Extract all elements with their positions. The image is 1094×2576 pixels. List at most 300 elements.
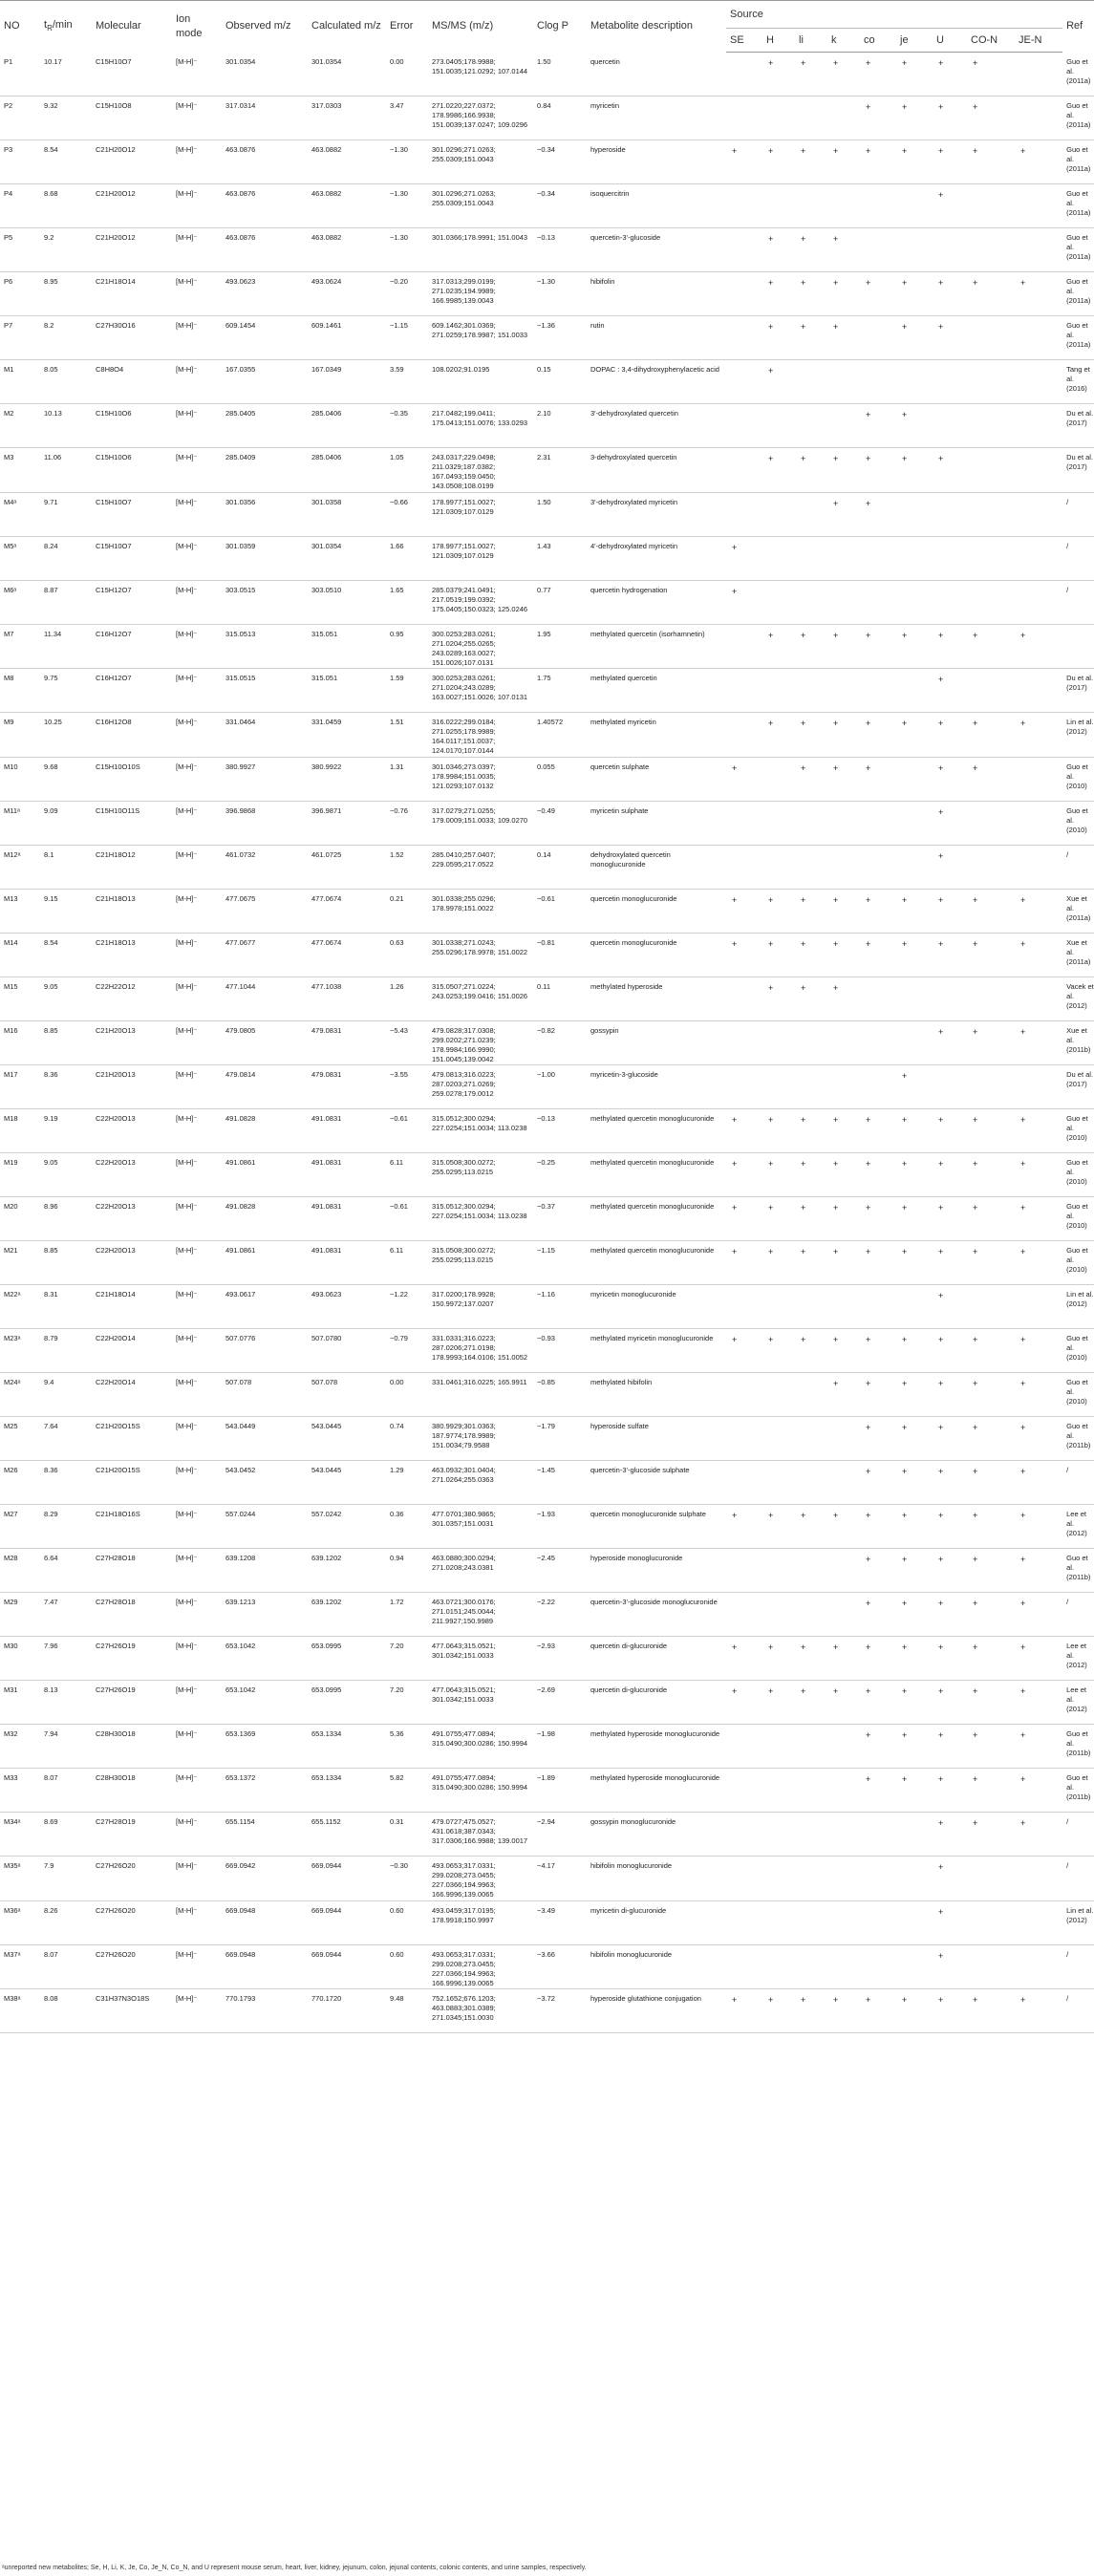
cell-source-mark: [933, 404, 967, 448]
cell-ion-mode: [M-H]⁻: [172, 184, 222, 228]
cell-source-mark: [726, 448, 762, 493]
cell-tr: 8.95: [40, 272, 92, 316]
cell-calculated: 167.0349: [308, 360, 386, 404]
cell-msms: 463.0880;300.0294; 271.0208;243.0381: [428, 1549, 533, 1593]
cell-source-mark: +: [827, 1197, 860, 1241]
cell-source-mark: [1015, 184, 1062, 228]
cell-ref: Du et al. (2017): [1062, 448, 1094, 493]
cell-source-mark: +: [933, 1417, 967, 1461]
table-row: [0, 1857, 1094, 1901]
cell-source-mark: [762, 845, 795, 889]
cell-observed: 301.0359: [222, 536, 308, 580]
cell-metabolite: quercetin hydrogenation: [587, 580, 726, 624]
table-header: [0, 1, 1094, 53]
cell-metabolite: quercetin di-glucuronide: [587, 1637, 726, 1681]
cell-source-mark: [795, 1813, 827, 1857]
cell-source-mark: +: [933, 1285, 967, 1329]
cell-observed: 493.0623: [222, 272, 308, 316]
cell-metabolite: myricetin: [587, 97, 726, 140]
cell-metabolite: isoquercitrin: [587, 184, 726, 228]
cell-source-mark: +: [933, 53, 967, 97]
cell-calculated: 639.1202: [308, 1549, 386, 1593]
cell-source-mark: +: [860, 140, 896, 184]
cell-source-mark: +: [795, 889, 827, 933]
cell-error: 1.51: [386, 713, 428, 758]
cell-source-mark: +: [860, 1725, 896, 1769]
cell-observed: 491.0861: [222, 1241, 308, 1285]
cell-source-mark: [967, 1900, 1015, 1944]
cell-no: M30: [0, 1637, 40, 1681]
cell-molecular: C22H20O13: [92, 1197, 172, 1241]
cell-no: M37ᵃ: [0, 1944, 40, 1989]
cell-source-mark: +: [827, 492, 860, 536]
cell-source-mark: [967, 1285, 1015, 1329]
cell-source-mark: +: [967, 140, 1015, 184]
cell-source-mark: +: [896, 1549, 933, 1593]
source-col-header: k: [827, 29, 860, 53]
cell-tr: 8.2: [40, 316, 92, 360]
cell-tr: 9.15: [40, 889, 92, 933]
cell-source-mark: +: [896, 404, 933, 448]
cell-error: 0.31: [386, 1813, 428, 1857]
cell-error: 0.60: [386, 1944, 428, 1989]
cell-molecular: C28H30O18: [92, 1769, 172, 1813]
cell-metabolite: methylated quercetin monoglucuronide: [587, 1197, 726, 1241]
cell-observed: 493.0617: [222, 1285, 308, 1329]
cell-calculated: 669.0944: [308, 1944, 386, 1989]
cell-source-mark: +: [762, 1109, 795, 1153]
cell-source-mark: [827, 1020, 860, 1065]
source-col-header: H: [762, 29, 795, 53]
cell-source-mark: +: [795, 448, 827, 493]
cell-tr: 8.36: [40, 1461, 92, 1505]
cell-ion-mode: [M-H]⁻: [172, 1813, 222, 1857]
table-row: [0, 1900, 1094, 1944]
cell-clogp: −0.34: [533, 140, 587, 184]
cell-source-mark: +: [896, 53, 933, 97]
cell-metabolite: methylated hyperoside: [587, 977, 726, 1020]
table-row: [0, 1549, 1094, 1593]
cell-error: 6.11: [386, 1241, 428, 1285]
cell-source-mark: [762, 97, 795, 140]
cell-source-mark: [860, 977, 896, 1020]
cell-source-mark: +: [896, 1417, 933, 1461]
cell-ref: Guo et al. (2010): [1062, 1373, 1094, 1417]
cell-tr: 8.08: [40, 1989, 92, 2033]
cell-source-mark: [896, 669, 933, 713]
cell-error: 0.95: [386, 624, 428, 669]
cell-source-mark: +: [933, 669, 967, 713]
cell-msms: 752.1652;676.1203; 463.0883;301.0389; 271.0345;151.0030: [428, 1989, 533, 2033]
table-row: [0, 1989, 1094, 2033]
cell-source-mark: +: [827, 977, 860, 1020]
cell-metabolite: methylated myricetin: [587, 713, 726, 758]
table-row: [0, 1505, 1094, 1549]
cell-metabolite: quercetin-3'-glucoside sulphate: [587, 1461, 726, 1505]
cell-tr: 9.4: [40, 1373, 92, 1417]
cell-source-mark: +: [1015, 1725, 1062, 1769]
cell-source-mark: +: [860, 1329, 896, 1373]
cell-source-mark: [827, 184, 860, 228]
cell-msms: 178.9977;151.0027; 121.0309;107.0129: [428, 492, 533, 536]
cell-source-mark: +: [860, 933, 896, 977]
cell-metabolite: quercetin-3'-glucoside: [587, 228, 726, 272]
cell-metabolite: 3-dehydroxylated quercetin: [587, 448, 726, 493]
cell-source-mark: +: [827, 889, 860, 933]
cell-no: M15: [0, 977, 40, 1020]
cell-ref: Lee et al. (2012): [1062, 1637, 1094, 1681]
cell-ion-mode: [M-H]⁻: [172, 1769, 222, 1813]
cell-source-mark: [1015, 1285, 1062, 1329]
cell-source-mark: [726, 1900, 762, 1944]
cell-ion-mode: [M-H]⁻: [172, 1593, 222, 1637]
cell-molecular: C15H10O6: [92, 404, 172, 448]
table-row: [0, 1197, 1094, 1241]
cell-source-mark: [726, 1285, 762, 1329]
cell-source-mark: [860, 1944, 896, 1989]
table-row: [0, 1109, 1094, 1153]
cell-no: M1: [0, 360, 40, 404]
cell-source-mark: +: [933, 1857, 967, 1901]
cell-tr: 8.85: [40, 1241, 92, 1285]
cell-calculated: 461.0725: [308, 845, 386, 889]
cell-molecular: C21H20O15S: [92, 1461, 172, 1505]
cell-no: M32: [0, 1725, 40, 1769]
cell-molecular: C15H10O7: [92, 53, 172, 97]
cell-source-mark: [1015, 53, 1062, 97]
cell-tr: 7.94: [40, 1725, 92, 1769]
cell-source-mark: +: [726, 580, 762, 624]
cell-tr: 7.64: [40, 1417, 92, 1461]
cell-ion-mode: [M-H]⁻: [172, 1153, 222, 1197]
cell-metabolite: gossypin monoglucuronide: [587, 1813, 726, 1857]
cell-metabolite: quercetin monoglucuronide sulphate: [587, 1505, 726, 1549]
cell-clogp: −0.93: [533, 1329, 587, 1373]
table-row: [0, 1813, 1094, 1857]
cell-clogp: −2.69: [533, 1681, 587, 1725]
cell-source-mark: [827, 1900, 860, 1944]
cell-ref: Guo et al. (2010): [1062, 1241, 1094, 1285]
cell-source-mark: [795, 1020, 827, 1065]
cell-source-mark: +: [827, 1109, 860, 1153]
cell-tr: 9.19: [40, 1109, 92, 1153]
cell-error: −0.76: [386, 801, 428, 845]
cell-source-mark: [896, 1900, 933, 1944]
cell-msms: 491.0755;477.0894; 315.0490;300.0286; 150.9994: [428, 1725, 533, 1769]
cell-molecular: C21H20O12: [92, 228, 172, 272]
cell-error: −3.55: [386, 1065, 428, 1109]
cell-source-mark: +: [967, 1505, 1015, 1549]
cell-clogp: −0.61: [533, 889, 587, 933]
cell-source-mark: [726, 1373, 762, 1417]
table-row: [0, 448, 1094, 493]
cell-molecular: C22H20O13: [92, 1241, 172, 1285]
cell-source-mark: +: [1015, 1461, 1062, 1505]
cell-source-mark: [762, 1857, 795, 1901]
cell-source-mark: +: [726, 1153, 762, 1197]
cell-ref: Guo et al. (2011a): [1062, 228, 1094, 272]
cell-ion-mode: [M-H]⁻: [172, 1944, 222, 1989]
cell-error: 1.29: [386, 1461, 428, 1505]
source-col-header: co: [860, 29, 896, 53]
cell-source-mark: +: [896, 889, 933, 933]
cell-error: 9.48: [386, 1989, 428, 2033]
cell-clogp: 1.95: [533, 624, 587, 669]
cell-source-mark: +: [762, 933, 795, 977]
cell-no: M12ᵃ: [0, 845, 40, 889]
cell-source-mark: +: [967, 1020, 1015, 1065]
cell-error: −0.20: [386, 272, 428, 316]
cell-tr: 9.32: [40, 97, 92, 140]
cell-ref: Guo et al. (2011b): [1062, 1549, 1094, 1593]
cell-no: M10: [0, 757, 40, 801]
cell-source-mark: [762, 1417, 795, 1461]
cell-source-mark: +: [933, 1725, 967, 1769]
cell-error: 6.11: [386, 1153, 428, 1197]
cell-source-mark: +: [860, 624, 896, 669]
cell-source-mark: [795, 536, 827, 580]
cell-source-mark: +: [1015, 933, 1062, 977]
cell-source-mark: +: [726, 1197, 762, 1241]
cell-ref: Xue et al. (2011b): [1062, 1020, 1094, 1065]
cell-ion-mode: [M-H]⁻: [172, 53, 222, 97]
cell-source-mark: +: [896, 1109, 933, 1153]
cell-error: 3.47: [386, 97, 428, 140]
cell-clogp: −2.94: [533, 1813, 587, 1857]
cell-source-mark: +: [860, 1153, 896, 1197]
cell-molecular: C27H28O18: [92, 1549, 172, 1593]
cell-observed: 543.0449: [222, 1417, 308, 1461]
cell-molecular: C27H28O19: [92, 1813, 172, 1857]
cell-error: 0.36: [386, 1505, 428, 1549]
table-row: [0, 1153, 1094, 1197]
cell-observed: 491.0828: [222, 1109, 308, 1153]
cell-source-mark: +: [726, 1637, 762, 1681]
cell-ion-mode: [M-H]⁻: [172, 1065, 222, 1109]
cell-observed: 507.078: [222, 1373, 308, 1417]
cell-observed: 461.0732: [222, 845, 308, 889]
cell-source-mark: +: [933, 1241, 967, 1285]
cell-tr: 8.24: [40, 536, 92, 580]
cell-error: 1.31: [386, 757, 428, 801]
table-row: [0, 580, 1094, 624]
cell-error: −0.30: [386, 1857, 428, 1901]
cell-metabolite: methylated hyperoside monoglucuronide: [587, 1725, 726, 1769]
cell-observed: 653.1042: [222, 1681, 308, 1725]
cell-source-mark: +: [827, 53, 860, 97]
cell-no: M9: [0, 713, 40, 758]
header-metabolite: Metabolite description: [587, 1, 726, 53]
table-row: [0, 1769, 1094, 1813]
cell-tr: 8.54: [40, 933, 92, 977]
cell-source-mark: +: [726, 1505, 762, 1549]
source-col-header: JE-N: [1015, 29, 1062, 53]
cell-calculated: 491.0831: [308, 1197, 386, 1241]
cell-metabolite: quercetin monoglucuronide: [587, 933, 726, 977]
cell-source-mark: +: [933, 1505, 967, 1549]
cell-ion-mode: [M-H]⁻: [172, 272, 222, 316]
cell-source-mark: +: [1015, 1681, 1062, 1725]
cell-source-mark: [967, 316, 1015, 360]
cell-source-mark: +: [933, 1020, 967, 1065]
cell-source-mark: +: [1015, 1769, 1062, 1813]
cell-source-mark: [726, 404, 762, 448]
cell-tr: 8.54: [40, 140, 92, 184]
cell-source-mark: [795, 669, 827, 713]
cell-source-mark: [1015, 316, 1062, 360]
cell-source-mark: +: [967, 1329, 1015, 1373]
cell-metabolite: methylated quercetin (isorhamnetin): [587, 624, 726, 669]
cell-source-mark: [1015, 448, 1062, 493]
cell-ref: Lin et al. (2012): [1062, 713, 1094, 758]
table-body: [0, 53, 1094, 2033]
cell-calculated: 301.0358: [308, 492, 386, 536]
cell-source-mark: [933, 1065, 967, 1109]
cell-clogp: −1.98: [533, 1725, 587, 1769]
cell-msms: 271.0220;227.0372; 178.9986;166.9938; 151.0039;137.0247; 109.0296: [428, 97, 533, 140]
cell-source-mark: +: [933, 448, 967, 493]
cell-source-mark: [726, 801, 762, 845]
cell-molecular: C21H20O12: [92, 184, 172, 228]
cell-source-mark: +: [762, 448, 795, 493]
cell-source-mark: [827, 845, 860, 889]
cell-source-mark: [827, 1857, 860, 1901]
cell-observed: 639.1208: [222, 1549, 308, 1593]
table-row: [0, 889, 1094, 933]
cell-no: M18: [0, 1109, 40, 1153]
cell-clogp: −2.45: [533, 1549, 587, 1593]
cell-clogp: 1.43: [533, 536, 587, 580]
cell-observed: 507.0776: [222, 1329, 308, 1373]
cell-observed: 770.1793: [222, 1989, 308, 2033]
cell-ref: Vacek et al. (2012): [1062, 977, 1094, 1020]
cell-observed: 301.0356: [222, 492, 308, 536]
cell-source-mark: +: [795, 316, 827, 360]
cell-source-mark: +: [967, 1197, 1015, 1241]
cell-ref: Guo et al. (2011a): [1062, 53, 1094, 97]
cell-source-mark: +: [933, 757, 967, 801]
cell-source-mark: [933, 977, 967, 1020]
cell-ref: /: [1062, 580, 1094, 624]
cell-calculated: 479.0831: [308, 1020, 386, 1065]
cell-source-mark: +: [967, 757, 1015, 801]
cell-source-mark: +: [762, 53, 795, 97]
cell-no: M5ᵃ: [0, 536, 40, 580]
cell-source-mark: [795, 801, 827, 845]
table-row: [0, 1593, 1094, 1637]
cell-calculated: 285.0406: [308, 404, 386, 448]
cell-source-mark: +: [762, 360, 795, 404]
cell-source-mark: [795, 1769, 827, 1813]
cell-ref: Guo et al. (2011a): [1062, 184, 1094, 228]
table-row: [0, 801, 1094, 845]
cell-source-mark: +: [967, 889, 1015, 933]
cell-clogp: −0.34: [533, 184, 587, 228]
cell-source-mark: +: [762, 889, 795, 933]
table-row: [0, 272, 1094, 316]
cell-source-mark: [726, 97, 762, 140]
cell-source-mark: +: [967, 1725, 1015, 1769]
cell-source-mark: +: [933, 272, 967, 316]
cell-source-mark: +: [860, 1549, 896, 1593]
cell-clogp: −1.79: [533, 1417, 587, 1461]
cell-metabolite: quercetin-3'-glucoside monoglucuronide: [587, 1593, 726, 1637]
cell-ion-mode: [M-H]⁻: [172, 977, 222, 1020]
cell-source-mark: [762, 1944, 795, 1989]
cell-molecular: C21H18O13: [92, 933, 172, 977]
cell-source-mark: [795, 1593, 827, 1637]
cell-source-mark: +: [896, 1505, 933, 1549]
cell-source-mark: [1015, 1857, 1062, 1901]
cell-clogp: −3.66: [533, 1944, 587, 1989]
source-col-header: je: [896, 29, 933, 53]
cell-source-mark: +: [896, 1153, 933, 1197]
cell-source-mark: [762, 1725, 795, 1769]
cell-tr: 10.17: [40, 53, 92, 97]
cell-tr: 8.07: [40, 1944, 92, 1989]
cell-source-mark: +: [967, 272, 1015, 316]
cell-source-mark: [967, 580, 1015, 624]
cell-source-mark: [827, 1461, 860, 1505]
cell-source-mark: +: [860, 757, 896, 801]
cell-tr: 9.09: [40, 801, 92, 845]
cell-source-mark: [1015, 757, 1062, 801]
cell-metabolite: quercetin sulphate: [587, 757, 726, 801]
cell-ion-mode: [M-H]⁻: [172, 1989, 222, 2033]
cell-clogp: 1.50: [533, 492, 587, 536]
cell-source-mark: [795, 1461, 827, 1505]
cell-source-mark: +: [896, 97, 933, 140]
cell-tr: 6.64: [40, 1549, 92, 1593]
cell-ref: /: [1062, 1857, 1094, 1901]
cell-source-mark: [1015, 492, 1062, 536]
source-col-header: U: [933, 29, 967, 53]
cell-source-mark: [860, 536, 896, 580]
cell-molecular: C21H18O13: [92, 889, 172, 933]
cell-error: 0.21: [386, 889, 428, 933]
cell-observed: 380.9927: [222, 757, 308, 801]
cell-no: M19: [0, 1153, 40, 1197]
cell-source-mark: +: [827, 1241, 860, 1285]
cell-source-mark: +: [795, 1637, 827, 1681]
cell-error: 1.52: [386, 845, 428, 889]
cell-ion-mode: [M-H]⁻: [172, 933, 222, 977]
cell-source-mark: +: [827, 272, 860, 316]
cell-source-mark: [795, 1549, 827, 1593]
cell-metabolite: 3'-dehydroxylated quercetin: [587, 404, 726, 448]
cell-msms: 493.0653;317.0331; 299.0208;273.0455; 227.0366;194.9963; 166.9996;139.0065: [428, 1944, 533, 1989]
cell-source-mark: [795, 1417, 827, 1461]
cell-metabolite: methylated myricetin monoglucuronide: [587, 1329, 726, 1373]
cell-source-mark: +: [933, 933, 967, 977]
cell-source-mark: +: [795, 1241, 827, 1285]
cell-no: M38ᵃ: [0, 1989, 40, 2033]
cell-source-mark: +: [933, 1373, 967, 1417]
cell-metabolite: rutin: [587, 316, 726, 360]
cell-molecular: C21H18O14: [92, 272, 172, 316]
cell-ref: Lin et al. (2012): [1062, 1285, 1094, 1329]
cell-source-mark: [795, 580, 827, 624]
cell-observed: 669.0948: [222, 1944, 308, 1989]
cell-source-mark: [827, 669, 860, 713]
cell-tr: 10.25: [40, 713, 92, 758]
cell-source-mark: +: [896, 1065, 933, 1109]
cell-error: 5.82: [386, 1769, 428, 1813]
cell-source-mark: [726, 492, 762, 536]
cell-msms: 315.0507;271.0224; 243.0253;199.0416; 151.0026: [428, 977, 533, 1020]
cell-source-mark: [860, 184, 896, 228]
cell-source-mark: +: [827, 1989, 860, 2033]
